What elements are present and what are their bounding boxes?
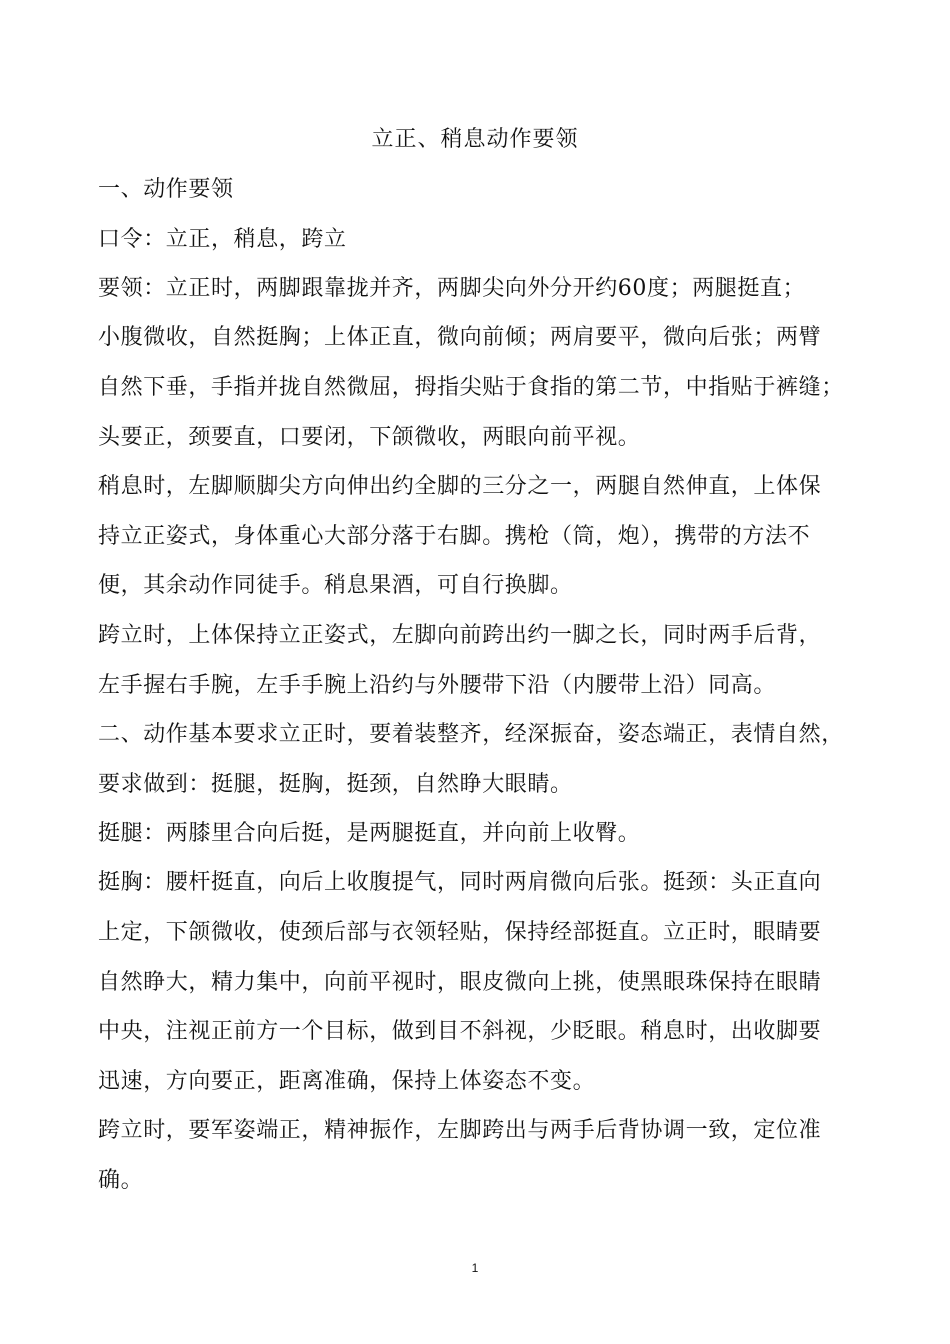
text-line: 挺胸：腰杆挺直，向后上收腹提气，同时两肩微向后张。挺颈：头正直向 bbox=[98, 870, 822, 895]
text-line: 自然睁大，精力集中，向前平视时，眼皮微向上挑，使黑眼珠保持在眼睛 bbox=[98, 970, 822, 995]
text-line: 头要正，颈要直，口要闭，下颌微收，两眼向前平视。 bbox=[98, 425, 641, 450]
text-line: 确。 bbox=[98, 1168, 144, 1193]
text-line: 持立正姿式，身体重心大部分落于右脚。携枪（筒，炮），携带的方法不 bbox=[98, 524, 811, 549]
document-title: 立正、稍息动作要领 bbox=[371, 127, 579, 152]
text-line: 要求做到：挺腿，挺胸，挺颈，自然睁大眼睛。 bbox=[98, 772, 573, 797]
text-line: 上定，下颌微收，使颈后部与衣领轻贴，保持经部挺直。立正时，眼睛要 bbox=[98, 920, 822, 945]
text-line: 要领：立正时，两脚跟靠拢并齐，两脚尖向外分开约60度；两腿挺直； bbox=[98, 276, 806, 301]
text-line: 左手握右手腕，左手手腕上沿约与外腰带下沿（内腰带上沿）同高。 bbox=[98, 673, 777, 698]
text-line: 自然下垂，手指并拢自然微屈，拇指尖贴于食指的第二节，中指贴于裤缝； bbox=[98, 375, 844, 400]
text-line: 小腹微收，自然挺胸；上体正直，微向前倾；两肩要平，微向后张；两臂 bbox=[98, 325, 822, 350]
text-line: 中央，注视正前方一个目标，做到目不斜视，少眨眼。稍息时，出收脚要 bbox=[98, 1019, 822, 1044]
text-line: 便，其余动作同徒手。稍息果酒，可自行换脚。 bbox=[98, 573, 573, 598]
text-line: 挺腿：两膝里合向后挺，是两腿挺直，并向前上收臀。 bbox=[98, 821, 641, 846]
text-line: 跨立时，上体保持立正姿式，左脚向前跨出约一脚之长，同时两手后背， bbox=[98, 623, 822, 648]
text-line: 口令：立正，稍息，跨立 bbox=[98, 227, 347, 252]
page-number: 1 bbox=[471, 1261, 479, 1275]
text-line: 跨立时，要军姿端正，精神振作，左脚跨出与两手后背协调一致，定位准 bbox=[98, 1118, 822, 1143]
text-line: 迅速，方向要正，距离准确，保持上体姿态不变。 bbox=[98, 1069, 596, 1094]
text-line-heading-1: 一、动作要领 bbox=[98, 177, 234, 202]
text-line: 稍息时，左脚顺脚尖方向伸出约全脚的三分之一，两腿自然伸直，上体保 bbox=[98, 474, 822, 499]
text-line-heading-2: 二、动作基本要求立正时，要着装整齐，经深振奋，姿态端正，表情自然， bbox=[98, 722, 844, 747]
